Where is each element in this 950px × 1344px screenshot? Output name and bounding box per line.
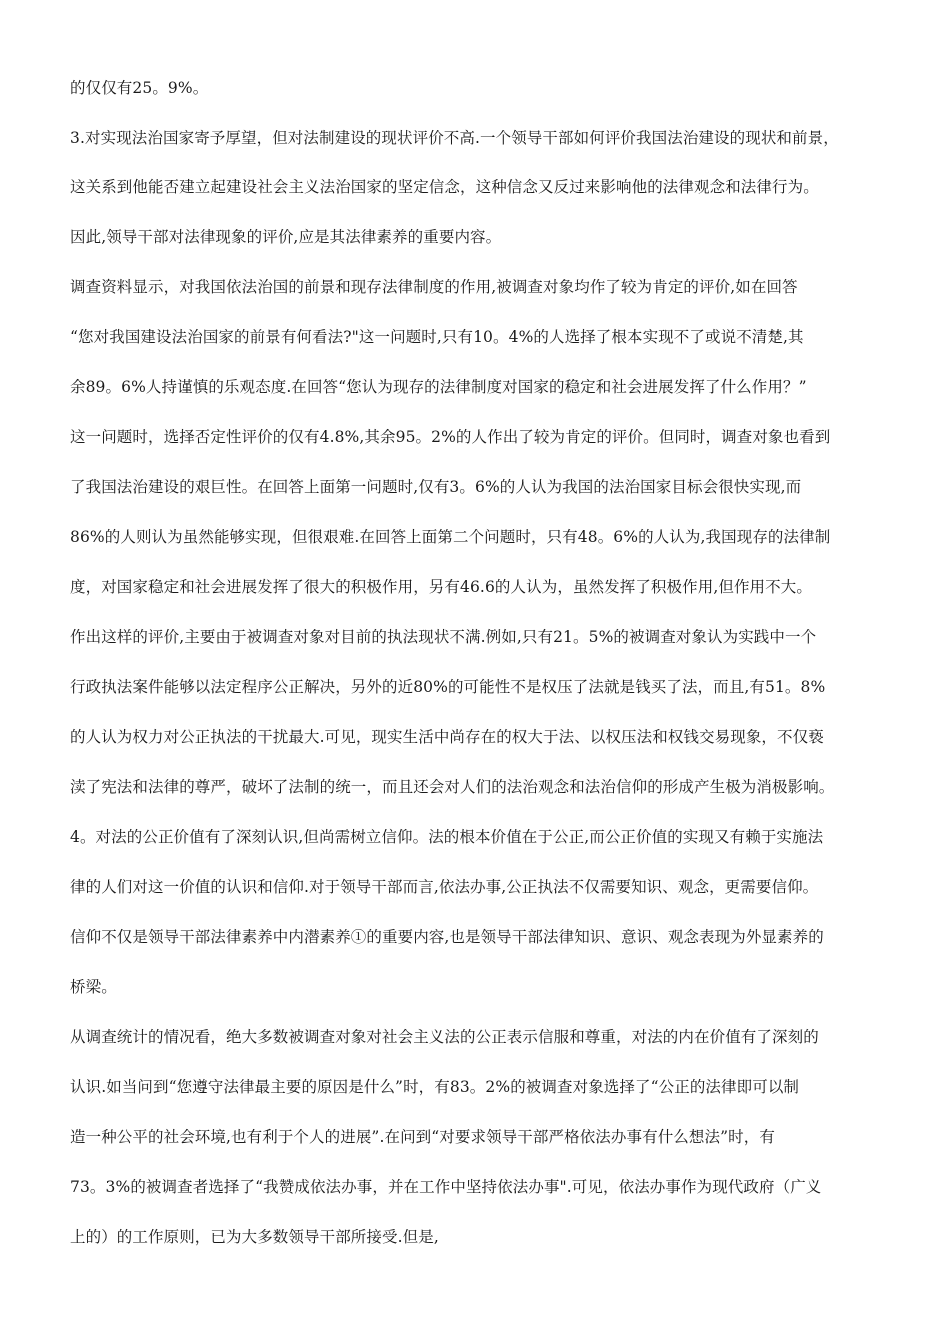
text-line: 从调查统计的情况看，绝大多数被调查对象对社会主义法的公正表示信服和尊重，对法的内在价值有了深刻的 — [70, 1028, 819, 1046]
text-line: 4。对法的公正价值有了深刻认识,但尚需树立信仰。法的根本价值在于公正,而公正价值的实现又有赖于实施法 — [70, 828, 824, 846]
text-line: 作出这样的评价,主要由于被调查对象对目前的执法现状不满.例如,只有21。5%的被调查对象认为实践中一个 — [70, 628, 817, 646]
text-line: 这关系到他能否建立起建设社会主义法治国家的坚定信念，这种信念又反过来影响他的法律观念和法律行为。 — [70, 178, 819, 196]
text-line: 余89。6%人持谨慎的乐观态度.在回答“您认为现存的法律制度对国家的稳定和社会进展发挥了什么作用？” — [70, 378, 807, 396]
text-line: 的人认为权力对公正执法的干扰最大.可见，现实生活中尚存在的权大于法、以权压法和权钱交易现象，不仅亵 — [70, 728, 824, 746]
text-line: 因此,领导干部对法律现象的评价,应是其法律素养的重要内容。 — [70, 228, 502, 246]
text-line: 造一种公平的社会环境,也有利于个人的进展”.在问到“对要求领导干部严格依法办事有什么想法”时，有 — [70, 1128, 775, 1146]
text-line: 的仅仅有25。9%。 — [70, 79, 209, 97]
text-line: 73。3%的被调查者选择了“我赞成依法办事，并在工作中坚持依法办事".可见，依法办事作为现代政府（广义 — [70, 1178, 822, 1196]
text-line: 度，对国家稳定和社会进展发挥了很大的积极作用，另有46.6的人认为，虽然发挥了积极作用,但作用不大。 — [70, 578, 812, 596]
text-line: 渎了宪法和法律的尊严，破坏了法制的统一，而且还会对人们的法治观念和法治信仰的形成产生极为消极影响。 — [70, 778, 835, 796]
text-line: “您对我国建设法治国家的前景有何看法?"这一问题时,只有10。4%的人选择了根本实现不了或说不清楚,其 — [70, 328, 804, 346]
text-line: 上的）的工作原则，已为大多数领导干部所接受.但是, — [70, 1228, 439, 1246]
text-line: 桥梁。 — [70, 978, 117, 996]
text-line: 调查资料显示，对我国依法治国的前景和现存法律制度的作用,被调查对象均作了较为肯定的评价,如在回答 — [70, 278, 798, 296]
text-line: 认识.如当问到“您遵守法律最主要的原因是什么”时，有83。2%的被调查对象选择了“公正的法律即可以制 — [70, 1078, 800, 1096]
text-line: 律的人们对这一价值的认识和信仰.对于领导干部而言,依法办事,公正执法不仅需要知识、观念，更需要信仰。 — [70, 878, 819, 896]
text-line: 3.对实现法治国家寄予厚望，但对法制建设的现状评价不高.一个领导干部如何评价我国法治建设的现状和前景， — [70, 129, 839, 147]
text-line: 信仰不仅是领导干部法律素养中内潜素养①的重要内容,也是领导干部法律知识、意识、观念表现为外显素养的 — [70, 928, 824, 946]
text-line: 行政执法案件能够以法定程序公正解决，另外的近80%的可能性不是权压了法就是钱买了法，而且,有51。8% — [70, 678, 826, 696]
text-line: 了我国法治建设的艰巨性。在回答上面第一问题时,仅有3。6%的人认为我国的法治国家目标会很快实现,而 — [70, 478, 802, 496]
text-line: 这一问题时，选择否定性评价的仅有4.8%,其余95。2%的人作出了较为肯定的评价。但同时，调查对象也看到 — [70, 428, 831, 446]
text-line: 86%的人则认为虽然能够实现，但很艰难.在回答上面第二个问题时，只有48。6%的人认为,我国现存的法律制 — [70, 528, 831, 546]
